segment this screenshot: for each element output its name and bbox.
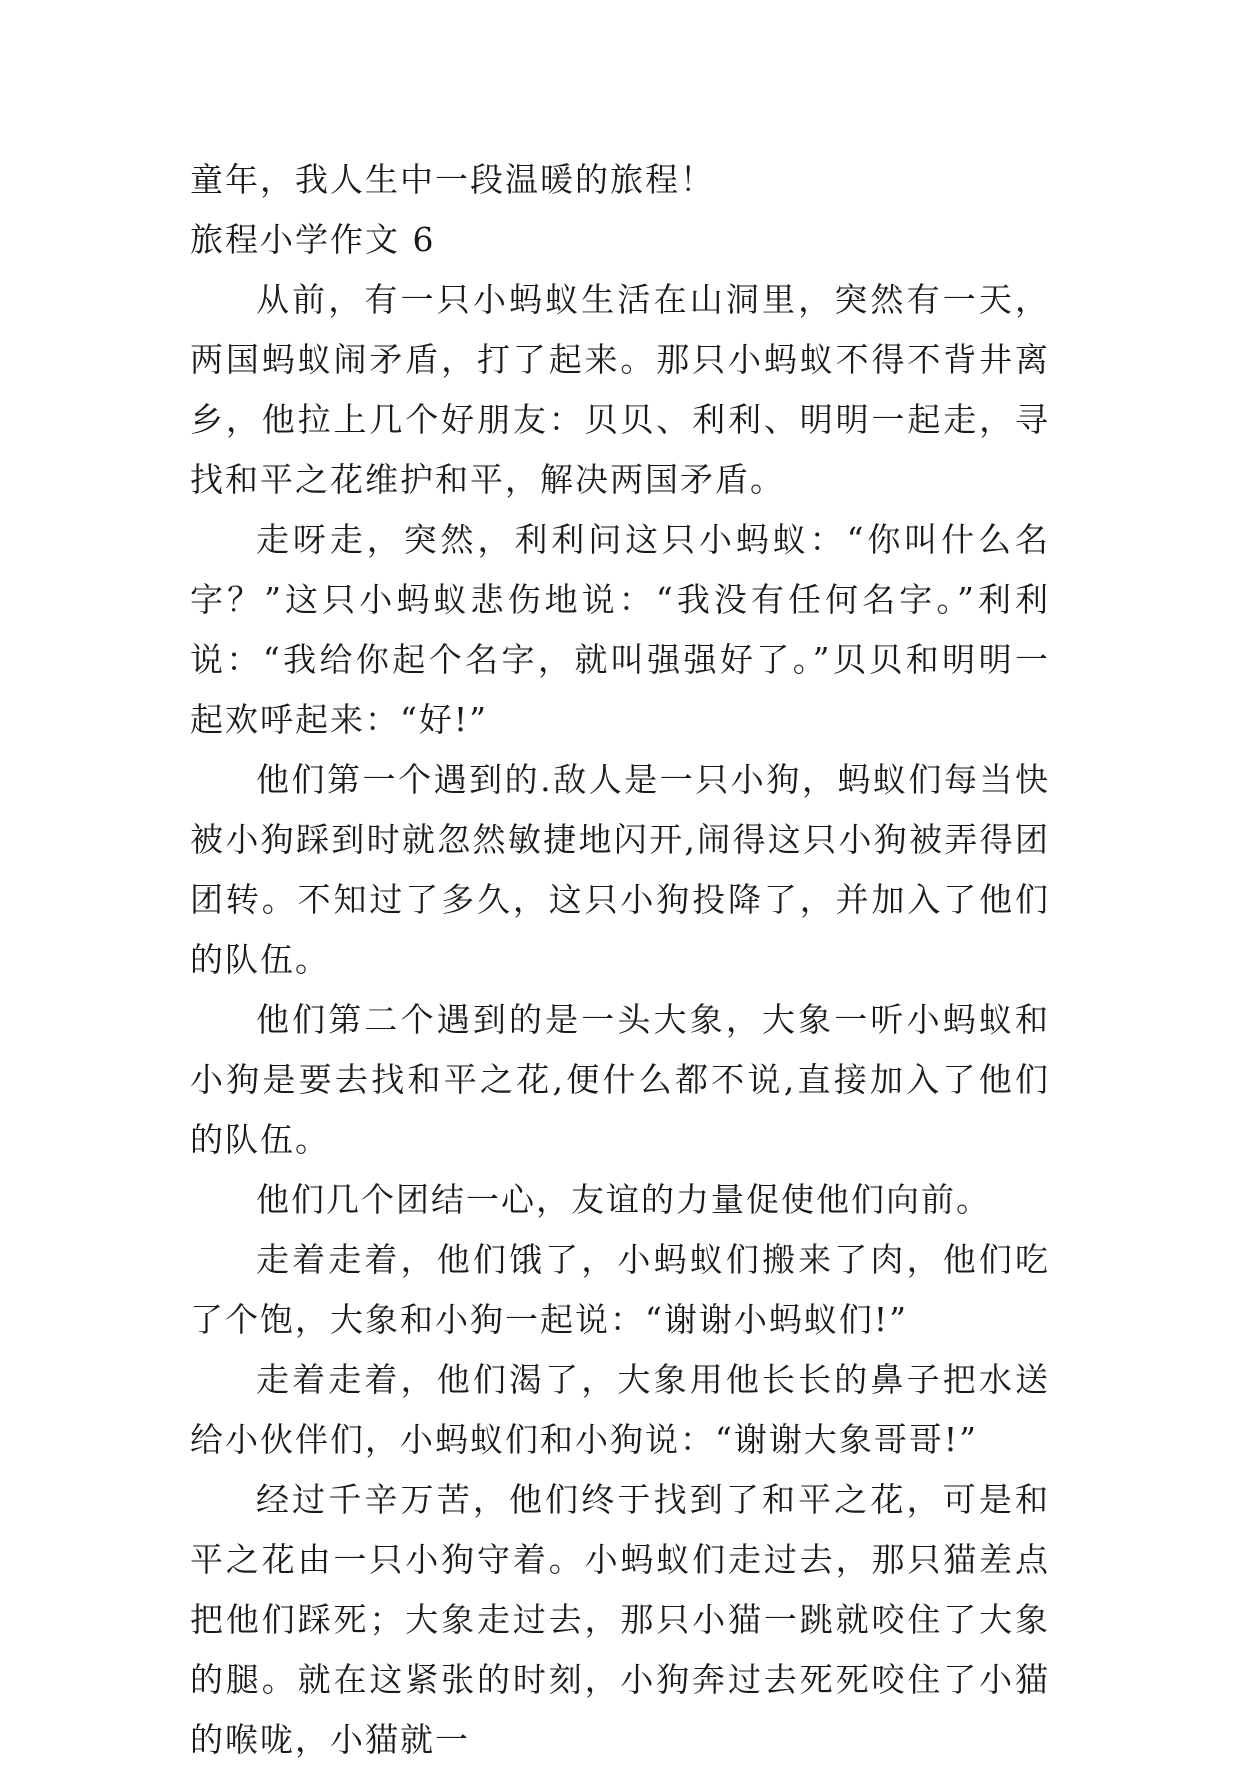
closing-line: 童年，我人生中一段温暖的旅程！: [190, 160, 715, 199]
paragraph-7: 走着走着，他们渴了，大象用他长长的鼻子把水送给小伙伴们，小蚂蚁们和小狗说：“谢谢大象哥哥!”: [190, 1360, 1050, 1459]
paragraph-3: 他们第一个遇到的.敌人是一只小狗，蚂蚁们每当快被小狗踩到时就忽然敏捷地闪开,闹得这只小狗被弄得团团转。不知过了多久，这只小狗投降了，并加入了他们的队伍。: [190, 760, 1050, 979]
paragraph-6: 走着走着，他们饿了，小蚂蚁们搬来了肉，他们吃了个饱，大象和小狗一起说：“谢谢小蚂蚁们!”: [190, 1240, 1050, 1339]
paragraph-5: 他们几个团结一心，友谊的力量促使他们向前。: [256, 1180, 991, 1219]
paragraph-1: 从前，有一只小蚂蚁生活在山洞里，突然有一天，两国蚂蚁闹矛盾，打了起来。那只小蚂蚁不得不背井离乡，他拉上几个好朋友：贝贝、利利、明明一起走，寻找和平之花维护和平，解决两国矛盾。: [190, 280, 1050, 499]
section-title: 旅程小学作文 6: [190, 220, 436, 259]
document-body: [190, 150, 1050, 1770]
paragraph-8: 经过千辛万苦，他们终于找到了和平之花，可是和平之花由一只小狗守着。小蚂蚁们走过去，那只猫差点把他们踩死；大象走过去，那只小猫一跳就咬住了大象的腿。就在这紧张的时刻，小狗奔过去死死咬住了小猫的喉咙，小猫就一: [190, 1480, 1050, 1759]
paragraph-2: 走呀走，突然，利利问这只小蚂蚁：“你叫什么名字？”这只小蚂蚁悲伤地说：“我没有任何名字。”利利说：“我给你起个名字，就叫强强好了。”贝贝和明明一起欢呼起来：“好!”: [190, 520, 1050, 739]
paragraph-4: 他们第二个遇到的是一头大象，大象一听小蚂蚁和小狗是要去找和平之花,便什么都不说,直接加入了他们的队伍。: [190, 1000, 1050, 1159]
